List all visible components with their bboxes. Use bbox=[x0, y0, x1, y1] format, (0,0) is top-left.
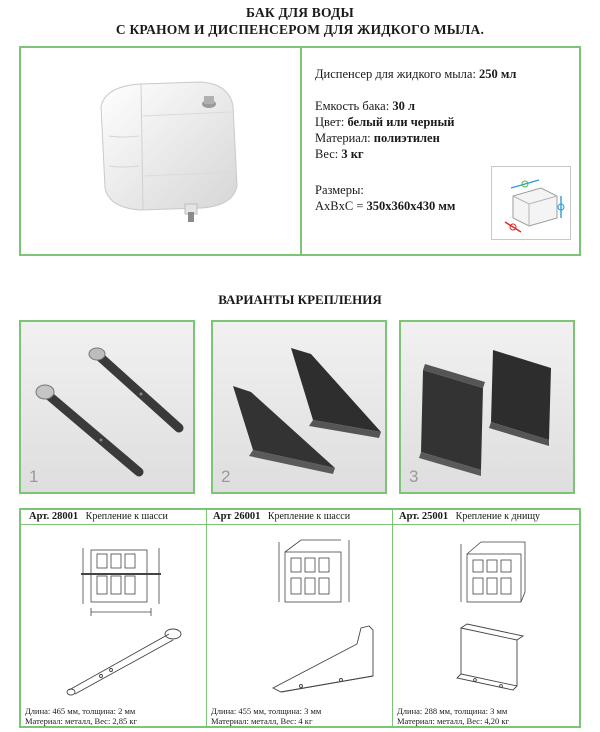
drawing-2-bracket bbox=[261, 622, 381, 700]
table-foot-2: Длина: 455 мм, толщина: 3 мм Материал: металл, Вес: 4 кг bbox=[211, 706, 322, 726]
table-header-line bbox=[21, 524, 579, 525]
table-head-2: Арт 26001 Крепление к шасси bbox=[213, 511, 351, 522]
dimensions-diagram bbox=[491, 166, 571, 240]
title-line-2: С КРАНОМ И ДИСПЕНСЕРОМ ДЛЯ ЖИДКОГО МЫЛА. bbox=[115, 22, 485, 37]
table-head-3: Арт. 25001 Крепление к днищу bbox=[399, 511, 541, 522]
product-divider bbox=[300, 48, 302, 254]
drawing-1-rod bbox=[61, 622, 191, 700]
spec-dims-label: Размеры: bbox=[315, 183, 364, 197]
spec-color: Цвет: белый или черный bbox=[315, 115, 455, 129]
page-title bbox=[0, 4, 600, 38]
brackets-image bbox=[213, 322, 385, 492]
drawing-3-plate bbox=[451, 620, 541, 700]
photo-number-3: 3 bbox=[409, 467, 419, 486]
mounting-photo-3 bbox=[399, 320, 575, 494]
product-box bbox=[19, 46, 581, 256]
specs-table bbox=[19, 508, 581, 728]
drawing-1-assembly bbox=[71, 542, 171, 620]
title-line-1: БАК ДЛЯ ВОДЫ bbox=[246, 5, 354, 20]
table-head-1: Арт. 28001 Крепление к шасси bbox=[29, 511, 168, 522]
spec-dims: AxBxC = 350x360x430 мм bbox=[315, 199, 456, 213]
spec-material: Материал: полиэтилен bbox=[315, 131, 440, 145]
mounting-title: ВАРИАНТЫ КРЕПЛЕНИЯ bbox=[218, 292, 382, 307]
mounting-photo-1 bbox=[19, 320, 195, 494]
photo-number-1: 1 bbox=[29, 467, 39, 486]
plates-image bbox=[401, 322, 573, 492]
table-foot-1: Длина: 465 мм, толщина: 2 мм Материал: металл, Вес: 2,85 кг bbox=[25, 706, 138, 726]
rods-image bbox=[21, 322, 193, 492]
drawing-3-assembly bbox=[451, 532, 541, 610]
spec-weight: Вес: 3 кг bbox=[315, 147, 364, 161]
photo-number-2: 2 bbox=[221, 467, 231, 486]
mounting-photo-2 bbox=[211, 320, 387, 494]
drawing-2-assembly bbox=[271, 532, 361, 610]
spec-capacity: Емкость бака: 30 л bbox=[315, 99, 415, 113]
water-tank-image bbox=[81, 76, 261, 226]
spec-dispenser: Диспенсер для жидкого мыла: 250 мл bbox=[315, 67, 517, 81]
table-foot-3: Длина: 288 мм, толщина: 3 мм Материал: металл, Вес: 4,20 кг bbox=[397, 706, 510, 726]
table-divider-2 bbox=[392, 510, 393, 726]
table-divider-1 bbox=[206, 510, 207, 726]
